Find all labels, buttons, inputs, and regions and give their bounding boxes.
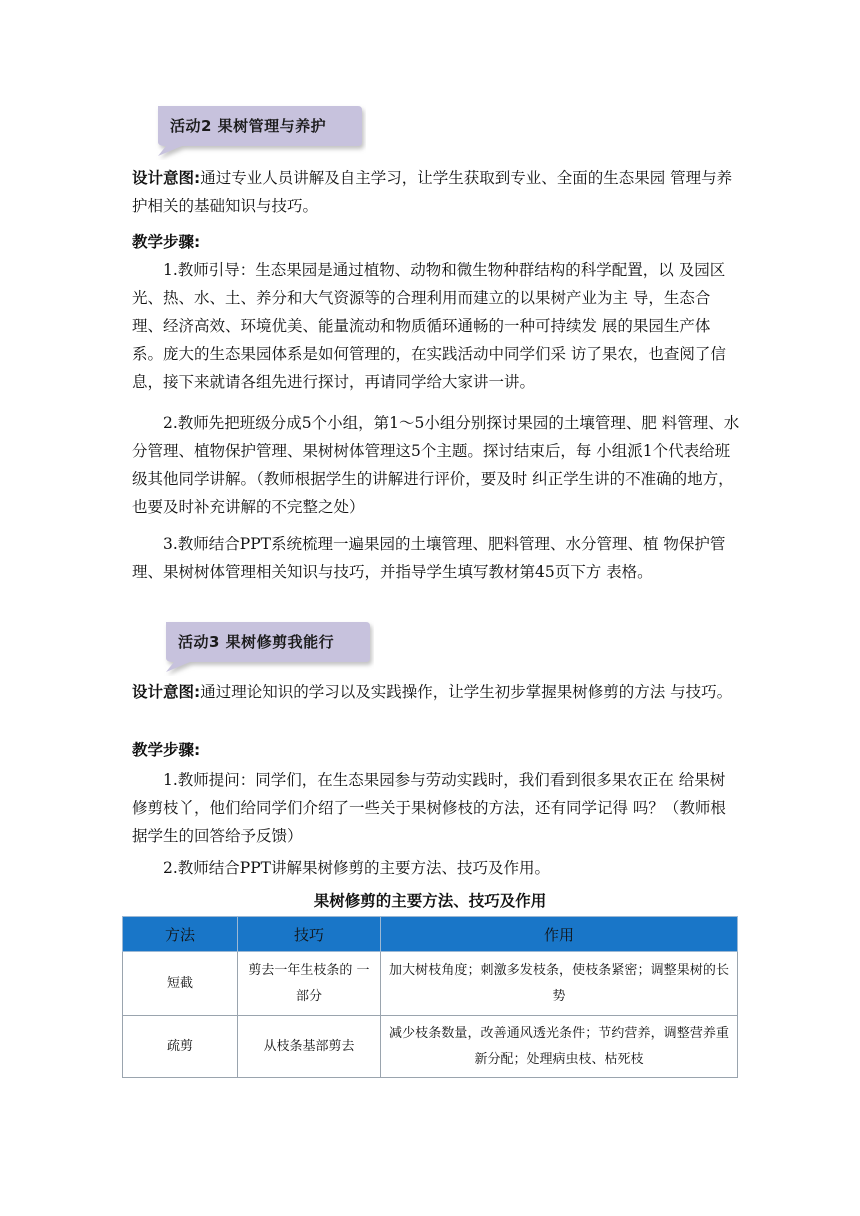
cell-method: 短截 xyxy=(123,952,238,1016)
cell-technique: 剪去一年生枝条的 一部分 xyxy=(238,952,381,1016)
cell-technique: 从枝条基部剪去 xyxy=(238,1016,381,1078)
activity2-intent xyxy=(132,164,740,220)
pruning-table xyxy=(122,916,738,1078)
activity2-step2: 2.教师先把班级分成5个小组，第1～5小组分别探讨果园的土壤管理、肥 料管理、水分管理、植物保护管理、果树树体管理这5个主题。探讨结束后，每 小组派1个代表给班级其他同学讲解。（教师根据学生的讲解进行评价，要及时 纠正学生讲的不准确的地方，也要及时补充讲解的不完整之处） xyxy=(132,414,740,516)
activity3-tag xyxy=(160,620,374,666)
cell-method: 疏剪 xyxy=(123,1016,238,1078)
activity2-step3: 3.教师结合PPT系统梳理一遍果园的土壤管理、肥料管理、水分管理、植 物保护管理、果树树体管理相关知识与技巧，并指导学生填写教材第45页下方 表格。 xyxy=(132,535,726,581)
activity2-title: 活动2 果树管理与养护 xyxy=(170,117,327,135)
cell-effect: 减少枝条数量，改善通风透光条件；节约营养，调整营养重新分配；处理病虫枝、枯死枝 xyxy=(381,1016,738,1078)
activity2-tag xyxy=(152,104,366,150)
table-header-row xyxy=(123,917,738,952)
intent-text: 通过理论知识的学习以及实践操作，让学生初步掌握果树修剪的方法 与技巧。 xyxy=(200,683,733,701)
activity2-step1: 1.教师引导：生态果园是通过植物、动物和微生物种群结构的科学配置，以 及园区光、热、水、土、养分和大气资源等的合理利用而建立的以果树产业为主 导，生态合理、经济高效、环境优美、能量流动和物质循环通畅的一种可持续发 展的果园生产体系。庞大的生态果园体系是如何管理的，在实践活动中同学们采 访了果农，也查阅了信息，接下来就请各组先进行探讨，再请同学给大家讲一讲。 xyxy=(132,261,726,391)
activity2-steps-label xyxy=(132,228,740,256)
activity3-step2: 2.教师结合PPT讲解果树修剪的主要方法、技巧及作用。 xyxy=(163,859,550,877)
intent-label: 设计意图: xyxy=(132,683,201,701)
intent-label: 设计意图: xyxy=(132,169,201,187)
activity3-title: 活动3 果树修剪我能行 xyxy=(178,633,335,651)
steps-label: 教学步骤: xyxy=(132,741,201,759)
steps-label: 教学步骤: xyxy=(132,233,201,251)
cell-effect: 加大树枝角度；刺激多发枝条，使枝条紧密；调整果树的长势 xyxy=(381,952,738,1016)
header-effect: 作用 xyxy=(381,917,738,952)
header-technique: 技巧 xyxy=(238,917,381,952)
activity3-steps-label xyxy=(132,736,740,764)
intent-text: 通过专业人员讲解及自主学习，让学生获取到专业、全面的生态果园 管理与养护相关的基础知识与技巧。 xyxy=(132,169,733,215)
table-caption: 果树修剪的主要方法、技巧及作用 xyxy=(313,892,547,910)
header-method: 方法 xyxy=(123,917,238,952)
table-row xyxy=(123,1016,738,1078)
activity3-intent xyxy=(132,678,740,706)
table-row xyxy=(123,952,738,1016)
activity3-step1: 1.教师提问：同学们，在生态果园参与劳动实践时，我们看到很多果农正在 给果树修剪枝丫，他们给同学们介绍了一些关于果树修枝的方法，还有同学记得 吗？（教师根据学生的回答给予反馈） xyxy=(132,771,726,845)
